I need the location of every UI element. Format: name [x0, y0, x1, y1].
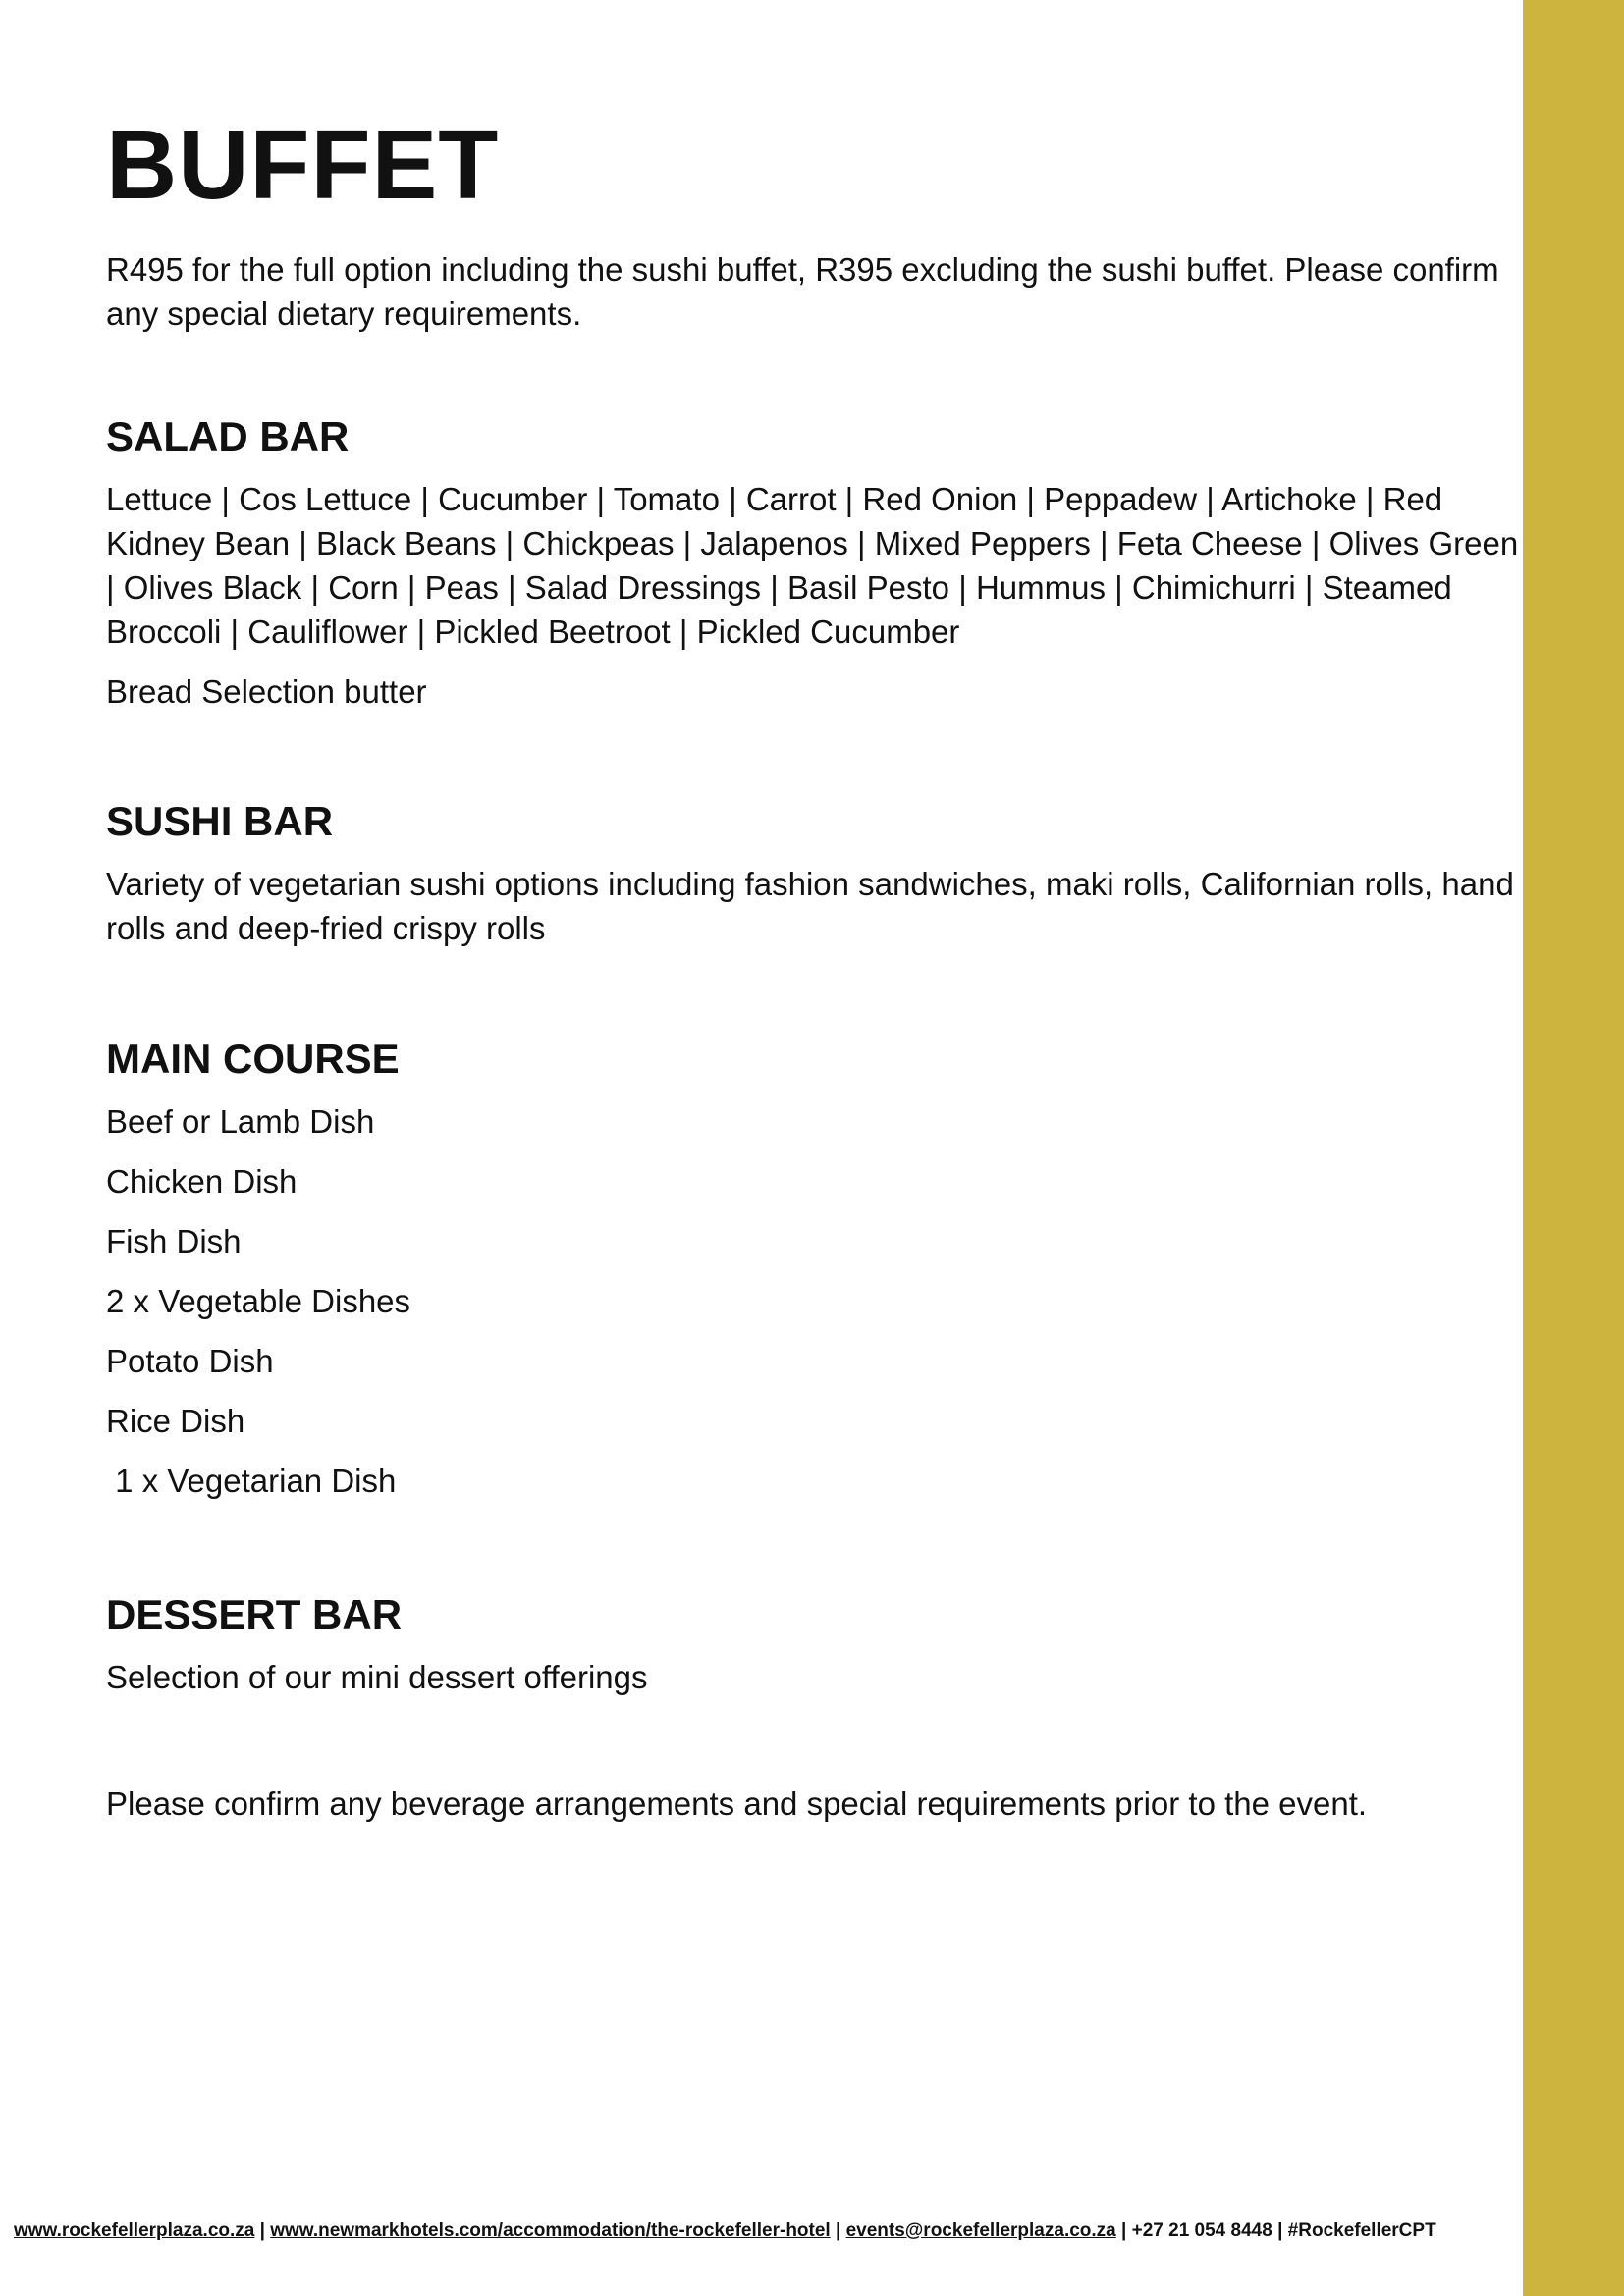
website-link[interactable]: www.rockefellerplaza.co.za: [14, 2220, 255, 2241]
sushi-bar-heading: SUSHI BAR: [106, 798, 334, 844]
footer-separator: |: [1115, 2220, 1132, 2241]
main-course-item: 2 x Vegetable Dishes: [106, 1283, 411, 1319]
salad-bar-heading: SALAD BAR: [106, 413, 350, 459]
main-course-item: Potato Dish: [106, 1343, 274, 1379]
dessert-bar-section: [106, 1590, 1520, 1699]
page-title: BUFFET: [106, 110, 500, 220]
email-link[interactable]: events@rockefellerplaza.co.za: [845, 2220, 1116, 2241]
footer-contact-line: [14, 2220, 1516, 2242]
closing-note-section: [106, 1782, 1520, 1826]
main-course-item: Chicken Dish: [106, 1163, 298, 1200]
sushi-bar-section: [106, 797, 1520, 950]
hashtag: #RockefellerCPT: [1287, 2220, 1436, 2241]
gold-side-bar: [1523, 0, 1624, 2296]
dessert-bar-text: Selection of our mini dessert offerings: [106, 1659, 648, 1695]
main-course-list: [106, 1092, 1520, 1511]
dessert-bar-heading: DESSERT BAR: [106, 1591, 403, 1637]
main-course-section: [106, 1035, 1520, 1511]
footer-separator: |: [1272, 2220, 1288, 2241]
footer-separator: |: [254, 2220, 271, 2241]
phone-number: +27 21 054 8448: [1131, 2220, 1272, 2241]
salad-bar-items: Lettuce | Cos Lettuce | Cucumber | Tomato | Carrot | Red Onion | Peppadew | Artichoke | Red Kidney Bean | Black Beans | Chickpeas | Jalapenos | Mixed Peppers | Feta Cheese | Olives Green | Olives Black | Corn | Peas | Salad Dressings | Basil Pesto | Hummus | Chimichurri | Steamed Broccoli | Cauliflower | Pickled Beetroot | Pickled Cucumber: [106, 481, 1519, 650]
hotel-link[interactable]: www.newmarkhotels.com/accommodation/the-rockefeller-hotel: [270, 2220, 831, 2241]
footer-separator: |: [830, 2220, 846, 2241]
main-course-item: Fish Dish: [106, 1223, 242, 1259]
intro-text: R495 for the full option including the sushi buffet, R395 excluding the sushi buffet. Please confirm any special dietary requirements.: [106, 251, 1499, 332]
closing-note: Please confirm any beverage arrangements and special requirements prior to the event.: [106, 1786, 1368, 1822]
main-course-item: Rice Dish: [106, 1403, 245, 1439]
sushi-bar-text: Variety of vegetarian sushi options including fashion sandwiches, maki rolls, Californian rolls, hand rolls and deep-fried crispy rolls: [106, 866, 1514, 946]
main-course-item: Beef or Lamb Dish: [106, 1103, 375, 1140]
main-course-item: 1 x Vegetarian Dish: [106, 1463, 397, 1499]
bread-selection: Bread Selection butter: [106, 673, 427, 710]
main-course-heading: MAIN COURSE: [106, 1036, 400, 1082]
salad-bar-section: [106, 412, 1520, 714]
